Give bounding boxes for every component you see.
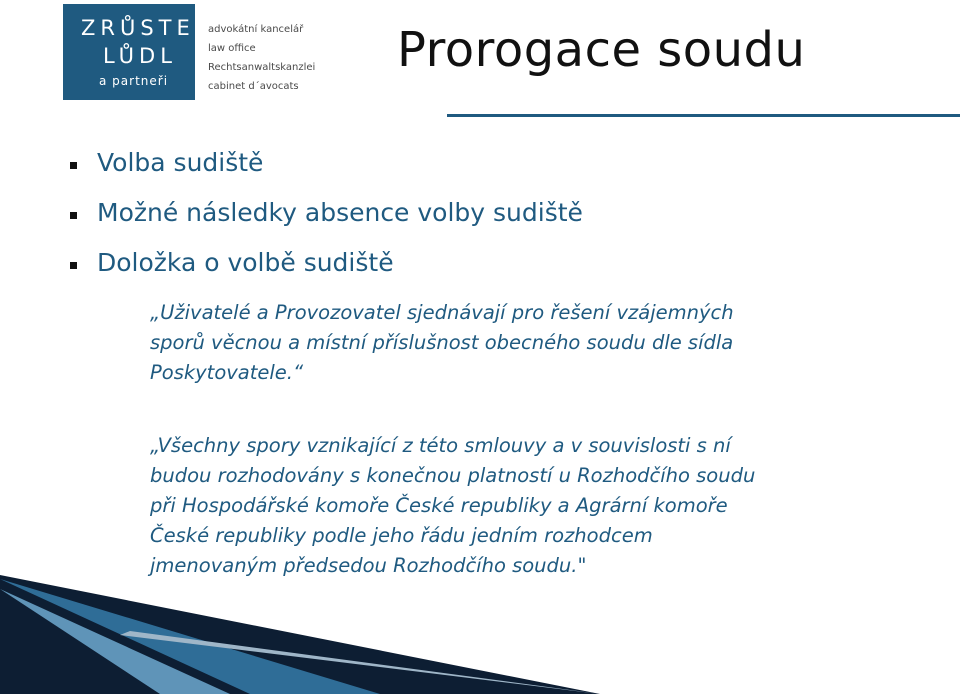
- bullet-text: Možné následky absence volby sudiště: [97, 198, 583, 227]
- quote-line: jmenovaným předsedou Rozhodčího soudu.": [150, 554, 587, 577]
- clause-quote-2: [150, 431, 755, 581]
- quote-line: České republiky podle jeho řádu jedním rozhodcem: [150, 524, 653, 547]
- logo-line-2: LŮDL: [103, 44, 177, 68]
- bullet-square-icon: [70, 162, 77, 169]
- bullet-item: [70, 148, 583, 198]
- firm-descriptors: [208, 20, 338, 96]
- title-rule: [447, 114, 960, 117]
- firm-descriptor: Rechtsanwaltskanzlei: [208, 62, 316, 73]
- quote-line: sporů věcnou a místní příslušnost obecného soudu dle sídla: [150, 331, 734, 354]
- bullet-text: Volba sudiště: [97, 148, 264, 177]
- firm-descriptor: cabinet d´avocats: [208, 81, 299, 92]
- quote-line: „Všechny spory vznikající z této smlouvy a v souvislosti s ní: [150, 434, 731, 457]
- quote-line: budou rozhodovány s konečnou platností u Rozhodčího soudu: [150, 464, 756, 487]
- quote-line: „Uživatelé a Provozovatel sjednávají pro řešení vzájemných: [150, 301, 734, 324]
- quote-line: Poskytovatele.“: [150, 361, 304, 384]
- clause-quote-1: [150, 298, 734, 388]
- corner-decoration: [0, 575, 960, 694]
- bullet-item: [70, 248, 583, 298]
- quote-line: při Hospodářské komoře České republiky a Agrární komoře: [150, 494, 728, 517]
- firm-descriptor: advokátní kancelář: [208, 24, 304, 35]
- firm-descriptor: law office: [208, 43, 256, 54]
- logo-line-3: a partneři: [99, 74, 169, 88]
- logo-line-1: ZRŮSTEK: [81, 16, 214, 40]
- bullet-square-icon: [70, 212, 77, 219]
- bullet-item: [70, 198, 583, 248]
- slide-title: Prorogace soudu: [397, 22, 806, 78]
- bullet-square-icon: [70, 262, 77, 269]
- firm-logo: [63, 4, 214, 100]
- bullet-list: [70, 148, 583, 298]
- bullet-text: Doložka o volbě sudiště: [97, 248, 394, 277]
